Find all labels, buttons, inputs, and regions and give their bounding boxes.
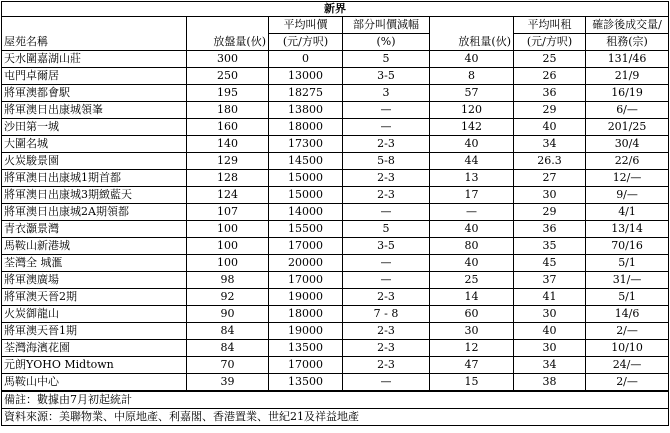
table-body	[2, 51, 669, 392]
cell-rent-qty: 47	[430, 357, 514, 374]
cell-avg-price: 15500	[269, 221, 343, 238]
cell-sale-qty: 92	[187, 289, 269, 306]
cell-estate-name: 馬鞍山中心	[2, 374, 187, 392]
cell-avg-price: 15000	[269, 170, 343, 187]
cell-avg-price: 15000	[269, 187, 343, 204]
cell-estate-name: 將軍澳都會駅	[2, 85, 187, 102]
cell-avg-rent: 29	[514, 204, 586, 221]
cell-avg-rent: 36	[514, 85, 586, 102]
table-row	[2, 187, 669, 204]
header-estate: 屋苑名稱	[2, 17, 187, 51]
cell-rent-qty: 57	[430, 85, 514, 102]
cell-deals: 22/6	[586, 153, 669, 170]
cell-deals: 30/4	[586, 136, 669, 153]
cell-deals: 4/1	[586, 204, 669, 221]
cell-avg-price: 19000	[269, 323, 343, 340]
cell-sale-qty: 84	[187, 340, 269, 357]
cell-sale-qty: 195	[187, 85, 269, 102]
cell-price-cut: —	[343, 255, 430, 272]
table-row	[2, 340, 669, 357]
property-table	[1, 1, 669, 426]
cell-estate-name: 將軍澳日出康城1期首都	[2, 170, 187, 187]
cell-rent-qty: 12	[430, 340, 514, 357]
cell-avg-rent: 30	[514, 340, 586, 357]
cell-rent-qty: 30	[430, 323, 514, 340]
cell-sale-qty: 100	[187, 221, 269, 238]
table-row	[2, 170, 669, 187]
cell-avg-price: 13500	[269, 340, 343, 357]
cell-rent-qty: 13	[430, 170, 514, 187]
cell-estate-name: 屯門卓爾居	[2, 68, 187, 85]
cell-avg-rent: 27	[514, 170, 586, 187]
cell-rent-qty: 40	[430, 255, 514, 272]
cell-avg-rent: 37	[514, 272, 586, 289]
cell-sale-qty: 90	[187, 306, 269, 323]
cell-avg-price: 20000	[269, 255, 343, 272]
cell-estate-name: 火炭御龍山	[2, 306, 187, 323]
cell-price-cut: —	[343, 102, 430, 119]
cell-deals: 5/1	[586, 255, 669, 272]
cell-sale-qty: 250	[187, 68, 269, 85]
table-row	[2, 357, 669, 374]
table-row	[2, 119, 669, 136]
cell-price-cut: 2-3	[343, 187, 430, 204]
cell-rent-qty: 142	[430, 119, 514, 136]
cell-deals: 16/19	[586, 85, 669, 102]
table-row	[2, 374, 669, 392]
cell-deals: 70/16	[586, 238, 669, 255]
cell-estate-name: 將軍澳日出康城2A期領都	[2, 204, 187, 221]
cell-price-cut: —	[343, 204, 430, 221]
cell-sale-qty: 100	[187, 238, 269, 255]
cell-deals: 6/—	[586, 102, 669, 119]
cell-avg-price: 13000	[269, 68, 343, 85]
cell-avg-rent: 30	[514, 187, 586, 204]
cell-deals: 31/—	[586, 272, 669, 289]
cell-price-cut: 2-3	[343, 289, 430, 306]
cell-price-cut: 5	[343, 221, 430, 238]
cell-rent-qty: 40	[430, 51, 514, 68]
cell-deals: 14/6	[586, 306, 669, 323]
cell-sale-qty: 107	[187, 204, 269, 221]
cell-estate-name: 沙田第一城	[2, 119, 187, 136]
cell-price-cut: —	[343, 374, 430, 392]
cell-avg-price: 19000	[269, 289, 343, 306]
cell-avg-rent: 41	[514, 289, 586, 306]
header-avg-rent-line1: 平均叫租	[514, 17, 586, 34]
cell-avg-rent: 38	[514, 374, 586, 392]
cell-sale-qty: 300	[187, 51, 269, 68]
header-price-cut-line2: (%)	[343, 34, 430, 51]
cell-sale-qty: 84	[187, 323, 269, 340]
cell-avg-rent: 40	[514, 323, 586, 340]
cell-avg-price: 17000	[269, 238, 343, 255]
cell-avg-rent: 26.3	[514, 153, 586, 170]
cell-deals: 2/—	[586, 374, 669, 392]
cell-avg-price: 14500	[269, 153, 343, 170]
cell-sale-qty: 140	[187, 136, 269, 153]
cell-deals: 131/46	[586, 51, 669, 68]
cell-avg-rent: 29	[514, 102, 586, 119]
cell-avg-price: 13500	[269, 374, 343, 392]
cell-price-cut: 2-3	[343, 323, 430, 340]
cell-avg-price: 17000	[269, 272, 343, 289]
cell-estate-name: 將軍澳日出康城領峯	[2, 102, 187, 119]
cell-rent-qty: 120	[430, 102, 514, 119]
cell-estate-name: 將軍澳廣場	[2, 272, 187, 289]
cell-rent-qty: 14	[430, 289, 514, 306]
header-deals-line1: 確診後成交量/	[586, 17, 669, 34]
cell-rent-qty: 40	[430, 221, 514, 238]
cell-avg-rent: 26	[514, 68, 586, 85]
cell-rent-qty: 15	[430, 374, 514, 392]
cell-estate-name: 將軍澳天晉1期	[2, 323, 187, 340]
table-row	[2, 153, 669, 170]
cell-avg-rent: 36	[514, 221, 586, 238]
cell-sale-qty: 160	[187, 119, 269, 136]
table-row	[2, 102, 669, 119]
cell-price-cut: 2-3	[343, 136, 430, 153]
cell-sale-qty: 128	[187, 170, 269, 187]
cell-avg-rent: 35	[514, 238, 586, 255]
cell-deals: 2/—	[586, 323, 669, 340]
cell-price-cut: 2-3	[343, 340, 430, 357]
cell-price-cut: 2-3	[343, 170, 430, 187]
cell-sale-qty: 100	[187, 255, 269, 272]
table-row	[2, 289, 669, 306]
header-sale-qty: 放盤量(伙)	[187, 17, 269, 51]
cell-estate-name: 將軍澳天晉2期	[2, 289, 187, 306]
table-row	[2, 306, 669, 323]
cell-avg-price: 18275	[269, 85, 343, 102]
cell-estate-name: 元朗YOHO Midtown	[2, 357, 187, 374]
cell-avg-price: 0	[269, 51, 343, 68]
header-avg-price-line2: (元/方呎)	[269, 34, 343, 51]
cell-deals: 10/10	[586, 340, 669, 357]
table-row	[2, 323, 669, 340]
cell-avg-price: 18000	[269, 119, 343, 136]
cell-price-cut: 7 - 8	[343, 306, 430, 323]
table-row	[2, 221, 669, 238]
cell-deals: 201/25	[586, 119, 669, 136]
cell-avg-price: 18000	[269, 306, 343, 323]
table-note: 備註：數據由7月初起統計	[2, 391, 669, 409]
table-row	[2, 238, 669, 255]
cell-avg-rent: 30	[514, 306, 586, 323]
cell-estate-name: 天水圍嘉湖山莊	[2, 51, 187, 68]
cell-avg-rent: 34	[514, 357, 586, 374]
cell-deals: 13/14	[586, 221, 669, 238]
table-title: 新界	[2, 2, 669, 17]
cell-avg-price: 14000	[269, 204, 343, 221]
cell-price-cut: 3	[343, 85, 430, 102]
cell-rent-qty: 40	[430, 136, 514, 153]
cell-rent-qty: 60	[430, 306, 514, 323]
cell-avg-rent: 25	[514, 51, 586, 68]
cell-sale-qty: 98	[187, 272, 269, 289]
cell-rent-qty: 44	[430, 153, 514, 170]
cell-avg-price: 17300	[269, 136, 343, 153]
cell-rent-qty: —	[430, 204, 514, 221]
cell-price-cut: —	[343, 119, 430, 136]
cell-price-cut: 5	[343, 51, 430, 68]
cell-sale-qty: 39	[187, 374, 269, 392]
cell-deals: 12/—	[586, 170, 669, 187]
cell-rent-qty: 80	[430, 238, 514, 255]
cell-rent-qty: 25	[430, 272, 514, 289]
cell-estate-name: 青衣灝景灣	[2, 221, 187, 238]
cell-avg-rent: 45	[514, 255, 586, 272]
header-rent-qty: 放租量(伙)	[430, 17, 514, 51]
cell-estate-name: 火炭駿景園	[2, 153, 187, 170]
cell-avg-rent: 34	[514, 136, 586, 153]
cell-deals: 9/—	[586, 187, 669, 204]
cell-avg-rent: 40	[514, 119, 586, 136]
cell-estate-name: 大圍名城	[2, 136, 187, 153]
cell-price-cut: 2-3	[343, 357, 430, 374]
table-row	[2, 255, 669, 272]
cell-estate-name: 將軍澳日出康城3期緻藍天	[2, 187, 187, 204]
cell-rent-qty: 17	[430, 187, 514, 204]
table-row	[2, 204, 669, 221]
cell-deals: 21/9	[586, 68, 669, 85]
cell-sale-qty: 124	[187, 187, 269, 204]
cell-deals: 24/—	[586, 357, 669, 374]
cell-price-cut: 3-5	[343, 238, 430, 255]
header-deals-line2: 租務(宗)	[586, 34, 669, 51]
cell-rent-qty: 8	[430, 68, 514, 85]
cell-estate-name: 荃灣全 城滙	[2, 255, 187, 272]
table-row	[2, 51, 669, 68]
table-row	[2, 272, 669, 289]
cell-price-cut: —	[343, 272, 430, 289]
cell-deals: 5/1	[586, 289, 669, 306]
cell-sale-qty: 129	[187, 153, 269, 170]
cell-avg-price: 17000	[269, 357, 343, 374]
cell-estate-name: 荃灣海濱花園	[2, 340, 187, 357]
cell-price-cut: 5-8	[343, 153, 430, 170]
cell-avg-price: 13800	[269, 102, 343, 119]
header-avg-price-line1: 平均叫價	[269, 17, 343, 34]
cell-sale-qty: 180	[187, 102, 269, 119]
cell-price-cut: 3-5	[343, 68, 430, 85]
header-avg-rent-line2: (元/方呎)	[514, 34, 586, 51]
cell-estate-name: 馬鞍山新港城	[2, 238, 187, 255]
header-price-cut-line1: 部分叫價減幅	[343, 17, 430, 34]
table-row	[2, 68, 669, 85]
cell-sale-qty: 70	[187, 357, 269, 374]
table-row	[2, 85, 669, 102]
table-row	[2, 136, 669, 153]
table-source: 資料來源：美聯物業、中原地產、利嘉閣、香港置業、世紀21及祥益地產	[2, 409, 669, 426]
